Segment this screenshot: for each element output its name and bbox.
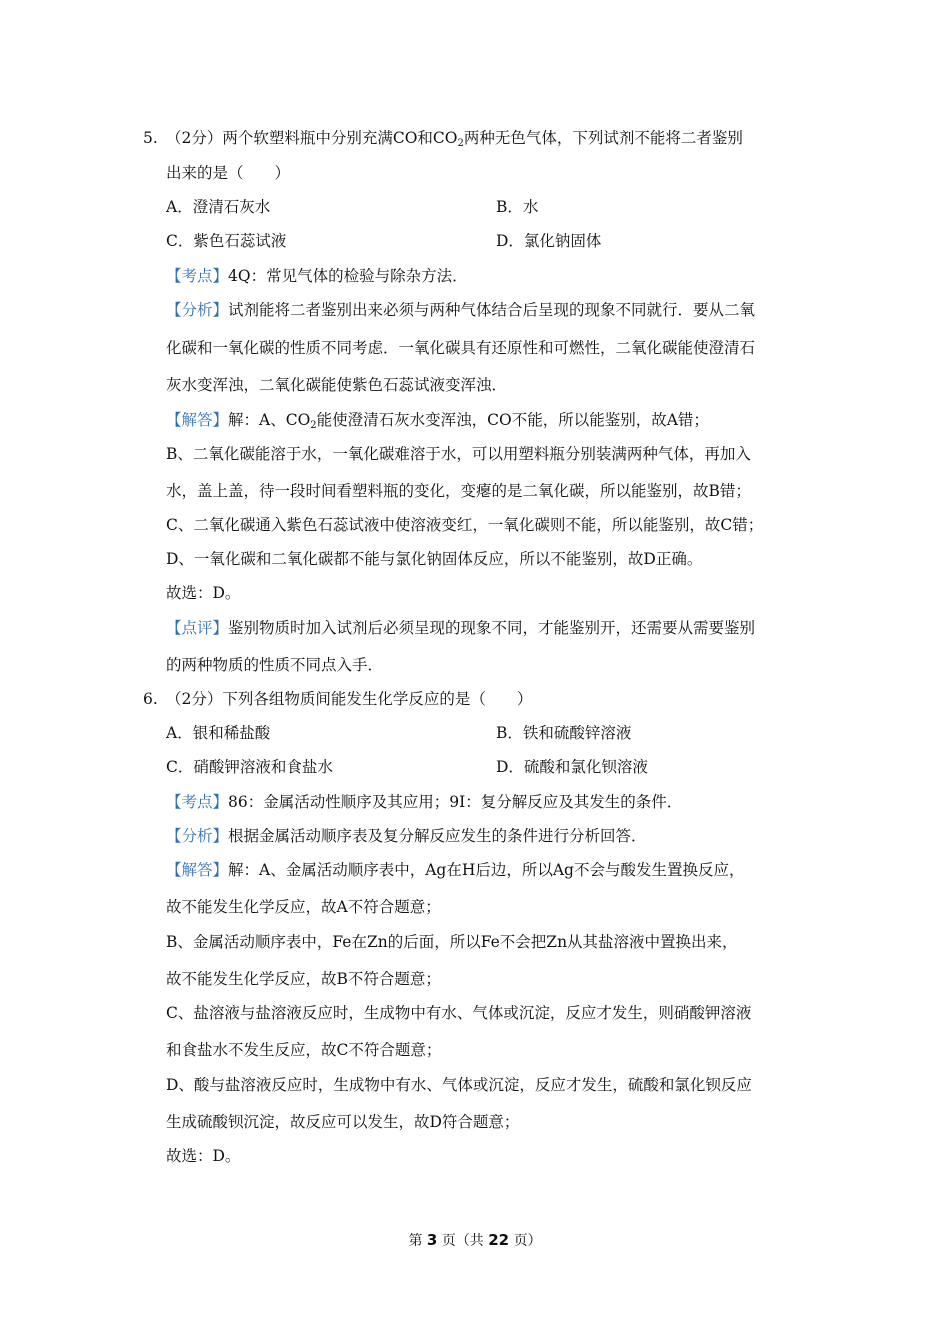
question-5-jieda-line6: 故选：D。	[166, 584, 241, 602]
page-footer: 第 3 页（共 22 页）	[408, 1231, 542, 1249]
question-6-fenxi: 【分析】根据金属活动顺序表及复分解反应发生的条件进行分析回答．	[166, 827, 647, 845]
question-5-option-b: B．水	[496, 198, 539, 216]
question-5-jieda-line2: B、二氧化碳能溶于水，一氧化碳难溶于水，可以用塑料瓶分别装满两种气体，再加入	[166, 445, 751, 463]
question-6-jieda-line1: 【解答】解：A、金属活动顺序表中，Ag在H后边，所以Ag不会与酸发生置换反应，	[166, 861, 745, 879]
question-6-option-c: C．硝酸钾溶液和食盐水	[166, 758, 333, 776]
question-5-jieda-line4: C、二氧化碳通入紫色石蕊试液中使溶液变红，一氧化碳则不能，所以能鉴别，故C错；	[166, 516, 764, 534]
dianping-tag: 【点评】	[166, 619, 229, 637]
question-6-jieda-line3: B、金属活动顺序表中，Fe在Zn的后面，所以Fe不会把Zn从其盐溶液中置换出来，	[166, 933, 738, 951]
question-6-jieda-line9: 故选：D。	[166, 1147, 241, 1165]
question-6-option-a: A．银和稀盐酸	[166, 724, 271, 742]
question-5-number: 5.	[143, 129, 158, 147]
question-5-fenxi-line3: 灰水变浑浊，二氧化碳能使紫色石蕊试液变浑浊．	[166, 376, 508, 394]
question-5-option-c: C．紫色石蕊试液	[166, 232, 287, 250]
question-5-dianping-line2: 的两种物质的性质不同点入手．	[166, 656, 384, 674]
question-5-jieda-line1: 【解答】解：A、$CO_2$能使澄清石灰水变浑浊，CO不能，所以能鉴别，故A错；	[166, 411, 709, 431]
question-6-jieda-line4: 故不能发生化学反应，故B不符合题意；	[166, 970, 441, 988]
jieda-tag: 【解答】	[166, 411, 229, 429]
fenxi-tag: 【分析】	[166, 301, 229, 319]
question-6-option-b: B．铁和硫酸锌溶液	[496, 724, 632, 742]
question-6-jieda-line7: D、酸与盐溶液反应时，生成物中有水、气体或沉淀，反应才发生，硫酸和氯化钡反应	[166, 1076, 752, 1094]
question-5-kaodian: 【考点】4Q：常见气体的检验与除杂方法．	[166, 267, 468, 285]
question-5-fenxi-line2: 化碳和一氧化碳的性质不同考虑．一氧化碳具有还原性和可燃性，二氧化碳能使澄清石	[166, 339, 756, 357]
question-6-stem: （2分）下列各组物质间能发生化学反应的是（ ）	[166, 690, 533, 708]
question-5-jieda-line5: D、一氧化碳和二氧化碳都不能与氯化钠固体反应，所以不能鉴别，故D正确。	[166, 550, 703, 568]
question-5-option-a: A．澄清石灰水	[166, 198, 271, 216]
question-6-jieda-line2: 故不能发生化学反应，故A不符合题意；	[166, 898, 441, 916]
question-6-option-d: D．硫酸和氯化钡溶液	[496, 758, 648, 776]
question-6-jieda-line8: 生成硫酸钡沉淀，故反应可以发生，故D符合题意；	[166, 1113, 520, 1131]
page-number: 3	[426, 1231, 438, 1249]
question-5-fenxi-line1: 【分析】试剂能将二者鉴别出来必须与两种气体结合后呈现的现象不同就行．要从二氧	[166, 301, 756, 319]
jieda-tag: 【解答】	[166, 861, 229, 879]
question-6-kaodian: 【考点】86：金属活动性顺序及其应用；9I：复分解反应及其发生的条件．	[166, 793, 683, 811]
question-5-option-d: D．氯化钠固体	[496, 232, 602, 250]
question-6-jieda-line6: 和食盐水不发生反应，故C不符合题意；	[166, 1041, 442, 1059]
fenxi-tag: 【分析】	[166, 827, 229, 845]
kaodian-tag: 【考点】	[166, 267, 229, 285]
kaodian-tag: 【考点】	[166, 793, 229, 811]
question-5-dianping-line1: 【点评】鉴别物质时加入试剂后必须呈现的现象不同，才能鉴别开，还需要从需要鉴别	[166, 619, 756, 637]
question-5-stem-line1: （2分）两个软塑料瓶中分别充满CO和$CO_2$两种无色气体，下列试剂不能将二者鉴别	[166, 129, 743, 149]
question-6-jieda-line5: C、盐溶液与盐溶液反应时，生成物中有水、气体或沉淀，反应才发生，则硝酸钾溶液	[166, 1004, 752, 1022]
question-5-jieda-line3: 水，盖上盖，待一段时间看塑料瓶的变化，变瘪的是二氧化碳，所以能鉴别，故B错；	[166, 482, 751, 500]
question-6-number: 6.	[143, 690, 158, 708]
total-pages: 22	[488, 1231, 510, 1249]
question-5-stem-line2: 出来的是（ ）	[166, 164, 291, 182]
